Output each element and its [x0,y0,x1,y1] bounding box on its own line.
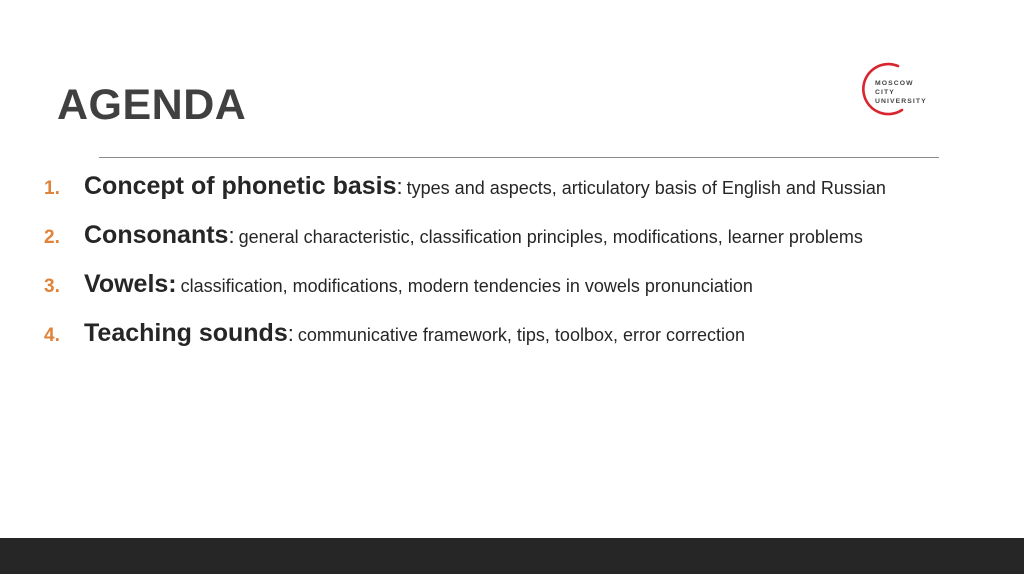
slide-title: AGENDA [57,81,247,129]
item-heading: Vowels: [84,270,177,298]
logo-line-3: UNIVERSITY [875,98,927,105]
agenda-item [44,172,886,221]
viewer-bottom-bar [0,538,1024,574]
item-number: 2. [44,227,60,248]
item-heading: Concept of phonetic basis [84,172,397,200]
item-heading: Teaching sounds [84,319,288,347]
item-number: 3. [44,276,60,297]
item-description: types and aspects, articulatory basis of English and Russian [406,178,886,198]
university-logo [862,62,942,118]
item-number: 4. [44,325,60,346]
item-separator: : [396,174,403,199]
agenda-list [44,172,886,368]
agenda-item [44,319,886,368]
agenda-item [44,270,886,319]
logo-line-2: CITY [875,89,895,96]
item-number: 1. [44,178,60,199]
item-heading: Consonants [84,221,229,249]
logo-text [875,79,927,106]
title-divider [99,157,939,158]
logo-line-1: MOSCOW [875,80,914,87]
item-separator: : [228,223,235,248]
item-description: general characteristic, classification principles, modifications, learner problems [238,227,863,247]
agenda-item [44,221,886,270]
item-separator: : [287,321,294,346]
item-description: communicative framework, tips, toolbox, error correction [297,325,746,345]
item-description: classification, modifications, modern tendencies in vowels pronunciation [180,276,753,296]
